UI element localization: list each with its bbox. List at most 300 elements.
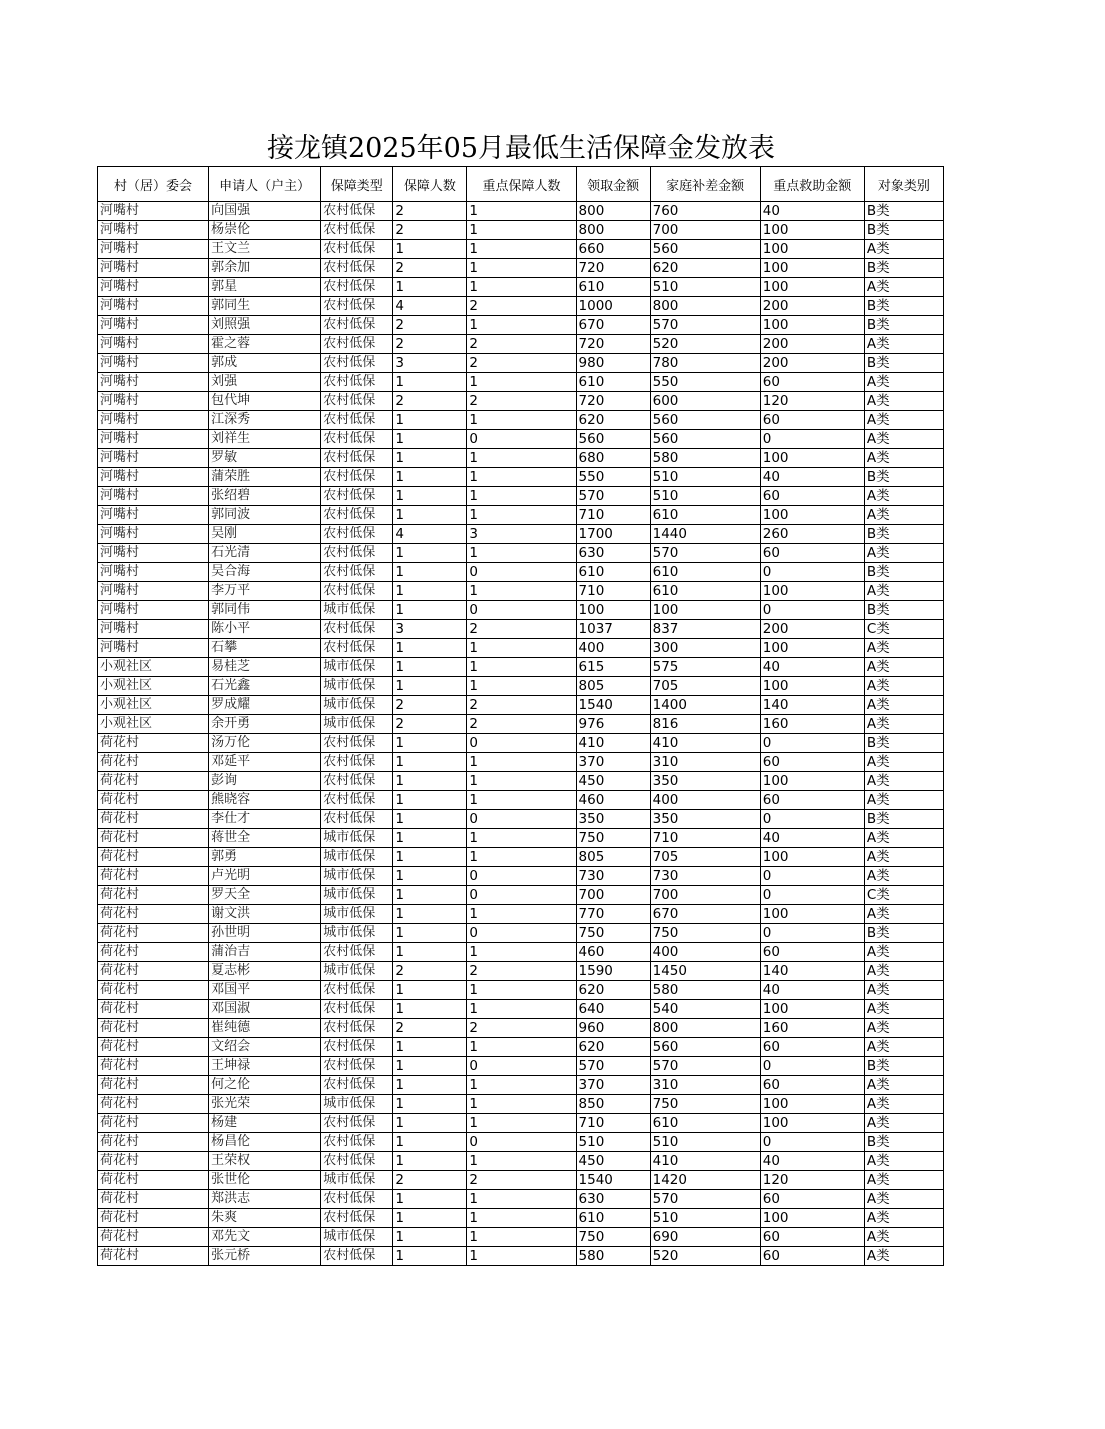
family-subsidy-cell: 510	[650, 1209, 760, 1228]
type-cell: 农村低保	[321, 202, 393, 221]
type-cell: 城市低保	[321, 601, 393, 620]
key-persons-cell: 1	[467, 1152, 576, 1171]
key-persons-cell: 1	[467, 259, 576, 278]
family-subsidy-cell: 350	[650, 772, 760, 791]
category-cell: A类	[864, 1209, 943, 1228]
key-persons-cell: 1	[467, 278, 576, 297]
committee-cell: 河嘴村	[98, 544, 209, 563]
key-relief-cell: 60	[760, 1076, 864, 1095]
committee-cell: 河嘴村	[98, 563, 209, 582]
persons-cell: 2	[393, 1171, 467, 1190]
table-row	[98, 1019, 944, 1038]
committee-cell: 荷花村	[98, 1057, 209, 1076]
key-relief-cell: 100	[760, 221, 864, 240]
amount-cell: 720	[576, 259, 650, 278]
applicant-cell: 蒲治吉	[209, 943, 321, 962]
applicant-cell: 郭成	[209, 354, 321, 373]
table-row	[98, 525, 944, 544]
key-persons-cell: 0	[467, 810, 576, 829]
category-cell: A类	[864, 1247, 943, 1266]
committee-cell: 河嘴村	[98, 278, 209, 297]
category-cell: A类	[864, 373, 943, 392]
applicant-cell: 郭同波	[209, 506, 321, 525]
category-cell: A类	[864, 411, 943, 430]
family-subsidy-cell: 510	[650, 1133, 760, 1152]
type-cell: 农村低保	[321, 734, 393, 753]
key-persons-cell: 2	[467, 354, 576, 373]
table-row	[98, 1190, 944, 1209]
applicant-cell: 何之伦	[209, 1076, 321, 1095]
category-cell: B类	[864, 316, 943, 335]
family-subsidy-cell: 580	[650, 981, 760, 1000]
persons-cell: 2	[393, 962, 467, 981]
family-subsidy-cell: 510	[650, 487, 760, 506]
family-subsidy-cell: 560	[650, 240, 760, 259]
type-cell: 农村低保	[321, 373, 393, 392]
key-relief-cell: 0	[760, 430, 864, 449]
family-subsidy-cell: 410	[650, 734, 760, 753]
table-row	[98, 753, 944, 772]
type-cell: 农村低保	[321, 1209, 393, 1228]
committee-cell: 河嘴村	[98, 468, 209, 487]
key-relief-cell: 60	[760, 943, 864, 962]
family-subsidy-cell: 100	[650, 601, 760, 620]
type-cell: 农村低保	[321, 1152, 393, 1171]
key-relief-cell: 60	[760, 753, 864, 772]
type-cell: 城市低保	[321, 905, 393, 924]
type-cell: 农村低保	[321, 620, 393, 639]
category-cell: B类	[864, 1133, 943, 1152]
persons-cell: 1	[393, 658, 467, 677]
table-row	[98, 943, 944, 962]
key-persons-cell: 2	[467, 297, 576, 316]
committee-cell: 河嘴村	[98, 221, 209, 240]
applicant-cell: 谢文洪	[209, 905, 321, 924]
amount-cell: 710	[576, 506, 650, 525]
applicant-cell: 石光鑫	[209, 677, 321, 696]
family-subsidy-cell: 610	[650, 1114, 760, 1133]
key-relief-cell: 120	[760, 1171, 864, 1190]
amount-cell: 1000	[576, 297, 650, 316]
category-cell: A类	[864, 791, 943, 810]
key-relief-cell: 60	[760, 1038, 864, 1057]
persons-cell: 1	[393, 1228, 467, 1247]
committee-cell: 河嘴村	[98, 392, 209, 411]
committee-cell: 荷花村	[98, 753, 209, 772]
type-cell: 农村低保	[321, 506, 393, 525]
family-subsidy-cell: 610	[650, 582, 760, 601]
amount-cell: 610	[576, 373, 650, 392]
applicant-cell: 邓国平	[209, 981, 321, 1000]
persons-cell: 1	[393, 867, 467, 886]
type-cell: 农村低保	[321, 1190, 393, 1209]
category-cell: A类	[864, 1152, 943, 1171]
key-relief-cell: 100	[760, 905, 864, 924]
key-persons-cell: 2	[467, 1019, 576, 1038]
table-row	[98, 1152, 944, 1171]
key-relief-cell: 260	[760, 525, 864, 544]
committee-cell: 荷花村	[98, 1228, 209, 1247]
family-subsidy-cell: 1450	[650, 962, 760, 981]
family-subsidy-cell: 705	[650, 677, 760, 696]
family-subsidy-cell: 400	[650, 791, 760, 810]
applicant-cell: 卢光明	[209, 867, 321, 886]
key-persons-cell: 1	[467, 1000, 576, 1019]
persons-cell: 2	[393, 696, 467, 715]
type-cell: 城市低保	[321, 715, 393, 734]
key-persons-cell: 0	[467, 563, 576, 582]
applicant-cell: 邓国淑	[209, 1000, 321, 1019]
committee-cell: 荷花村	[98, 791, 209, 810]
type-cell: 农村低保	[321, 297, 393, 316]
key-persons-cell: 1	[467, 791, 576, 810]
category-cell: A类	[864, 582, 943, 601]
table-row	[98, 1209, 944, 1228]
category-cell: B类	[864, 525, 943, 544]
key-persons-cell: 0	[467, 1133, 576, 1152]
key-persons-cell: 1	[467, 772, 576, 791]
family-subsidy-cell: 760	[650, 202, 760, 221]
key-persons-cell: 0	[467, 924, 576, 943]
category-cell: B类	[864, 297, 943, 316]
table-row	[98, 1076, 944, 1095]
category-cell: A类	[864, 1038, 943, 1057]
key-persons-cell: 0	[467, 430, 576, 449]
key-persons-cell: 1	[467, 753, 576, 772]
table-row	[98, 620, 944, 639]
type-cell: 农村低保	[321, 981, 393, 1000]
family-subsidy-cell: 310	[650, 753, 760, 772]
amount-cell: 610	[576, 563, 650, 582]
family-subsidy-cell: 1440	[650, 525, 760, 544]
applicant-cell: 刘祥生	[209, 430, 321, 449]
category-cell: A类	[864, 753, 943, 772]
persons-cell: 1	[393, 1133, 467, 1152]
family-subsidy-cell: 550	[650, 373, 760, 392]
table-row	[98, 848, 944, 867]
category-cell: A类	[864, 278, 943, 297]
category-cell: A类	[864, 1190, 943, 1209]
applicant-cell: 包代坤	[209, 392, 321, 411]
persons-cell: 1	[393, 734, 467, 753]
table-row	[98, 1057, 944, 1076]
committee-cell: 河嘴村	[98, 240, 209, 259]
key-relief-cell: 60	[760, 373, 864, 392]
key-relief-cell: 100	[760, 1000, 864, 1019]
type-cell: 城市低保	[321, 658, 393, 677]
applicant-cell: 刘强	[209, 373, 321, 392]
persons-cell: 1	[393, 506, 467, 525]
key-persons-cell: 2	[467, 620, 576, 639]
type-cell: 农村低保	[321, 1133, 393, 1152]
type-cell: 农村低保	[321, 582, 393, 601]
committee-cell: 河嘴村	[98, 582, 209, 601]
type-cell: 农村低保	[321, 525, 393, 544]
table-row	[98, 259, 944, 278]
category-cell: A类	[864, 943, 943, 962]
key-relief-cell: 100	[760, 639, 864, 658]
family-subsidy-cell: 560	[650, 430, 760, 449]
table-body	[98, 202, 944, 1266]
table-row	[98, 791, 944, 810]
amount-cell: 570	[576, 487, 650, 506]
key-relief-cell: 100	[760, 772, 864, 791]
col-header-amount: 领取金额	[576, 167, 650, 202]
family-subsidy-cell: 300	[650, 639, 760, 658]
type-cell: 农村低保	[321, 753, 393, 772]
persons-cell: 1	[393, 677, 467, 696]
persons-cell: 1	[393, 1057, 467, 1076]
amount-cell: 560	[576, 430, 650, 449]
type-cell: 农村低保	[321, 1076, 393, 1095]
applicant-cell: 罗成耀	[209, 696, 321, 715]
family-subsidy-cell: 710	[650, 829, 760, 848]
category-cell: A类	[864, 677, 943, 696]
key-relief-cell: 40	[760, 658, 864, 677]
col-header-applicant: 申请人（户主）	[209, 167, 321, 202]
amount-cell: 750	[576, 829, 650, 848]
committee-cell: 河嘴村	[98, 525, 209, 544]
amount-cell: 450	[576, 1152, 650, 1171]
category-cell: B类	[864, 601, 943, 620]
amount-cell: 750	[576, 924, 650, 943]
committee-cell: 河嘴村	[98, 639, 209, 658]
applicant-cell: 杨昌伦	[209, 1133, 321, 1152]
category-cell: C类	[864, 620, 943, 639]
committee-cell: 河嘴村	[98, 506, 209, 525]
amount-cell: 730	[576, 867, 650, 886]
type-cell: 农村低保	[321, 278, 393, 297]
table-row	[98, 905, 944, 924]
table-row	[98, 639, 944, 658]
key-relief-cell: 60	[760, 487, 864, 506]
type-cell: 城市低保	[321, 962, 393, 981]
table-row	[98, 829, 944, 848]
table-row	[98, 544, 944, 563]
family-subsidy-cell: 690	[650, 1228, 760, 1247]
committee-cell: 河嘴村	[98, 430, 209, 449]
key-relief-cell: 40	[760, 829, 864, 848]
committee-cell: 河嘴村	[98, 411, 209, 430]
family-subsidy-cell: 750	[650, 1095, 760, 1114]
table-row	[98, 1247, 944, 1266]
family-subsidy-cell: 800	[650, 1019, 760, 1038]
applicant-cell: 张世伦	[209, 1171, 321, 1190]
applicant-cell: 江深秀	[209, 411, 321, 430]
applicant-cell: 向国强	[209, 202, 321, 221]
amount-cell: 620	[576, 981, 650, 1000]
amount-cell: 1037	[576, 620, 650, 639]
key-relief-cell: 100	[760, 259, 864, 278]
family-subsidy-cell: 570	[650, 316, 760, 335]
key-persons-cell: 1	[467, 639, 576, 658]
family-subsidy-cell: 410	[650, 1152, 760, 1171]
family-subsidy-cell: 520	[650, 1247, 760, 1266]
table-row	[98, 658, 944, 677]
table-row	[98, 468, 944, 487]
key-relief-cell: 100	[760, 316, 864, 335]
family-subsidy-cell: 610	[650, 563, 760, 582]
persons-cell: 1	[393, 1038, 467, 1057]
key-relief-cell: 200	[760, 620, 864, 639]
key-relief-cell: 0	[760, 886, 864, 905]
category-cell: A类	[864, 772, 943, 791]
table-row	[98, 677, 944, 696]
persons-cell: 2	[393, 1019, 467, 1038]
amount-cell: 610	[576, 278, 650, 297]
key-persons-cell: 1	[467, 449, 576, 468]
amount-cell: 680	[576, 449, 650, 468]
key-relief-cell: 100	[760, 677, 864, 696]
family-subsidy-cell: 1420	[650, 1171, 760, 1190]
page-title: 接龙镇2025年05月最低生活保障金发放表	[266, 133, 776, 164]
amount-cell: 550	[576, 468, 650, 487]
amount-cell: 720	[576, 335, 650, 354]
key-relief-cell: 0	[760, 601, 864, 620]
persons-cell: 1	[393, 1114, 467, 1133]
family-subsidy-cell: 1400	[650, 696, 760, 715]
applicant-cell: 霍之蓉	[209, 335, 321, 354]
family-subsidy-cell: 700	[650, 886, 760, 905]
applicant-cell: 王坤禄	[209, 1057, 321, 1076]
applicant-cell: 罗天全	[209, 886, 321, 905]
type-cell: 农村低保	[321, 791, 393, 810]
type-cell: 农村低保	[321, 354, 393, 373]
applicant-cell: 朱爽	[209, 1209, 321, 1228]
category-cell: A类	[864, 1114, 943, 1133]
key-persons-cell: 1	[467, 848, 576, 867]
key-persons-cell: 1	[467, 221, 576, 240]
key-relief-cell: 60	[760, 544, 864, 563]
category-cell: A类	[864, 506, 943, 525]
amount-cell: 800	[576, 221, 650, 240]
key-relief-cell: 100	[760, 240, 864, 259]
key-persons-cell: 1	[467, 316, 576, 335]
family-subsidy-cell: 510	[650, 278, 760, 297]
applicant-cell: 石攀	[209, 639, 321, 658]
persons-cell: 1	[393, 753, 467, 772]
category-cell: B类	[864, 202, 943, 221]
table-row	[98, 411, 944, 430]
key-relief-cell: 60	[760, 1247, 864, 1266]
category-cell: B类	[864, 810, 943, 829]
table-row	[98, 487, 944, 506]
type-cell: 农村低保	[321, 430, 393, 449]
category-cell: C类	[864, 886, 943, 905]
persons-cell: 1	[393, 430, 467, 449]
family-subsidy-cell: 400	[650, 943, 760, 962]
key-relief-cell: 60	[760, 411, 864, 430]
applicant-cell: 张元桥	[209, 1247, 321, 1266]
applicant-cell: 吴刚	[209, 525, 321, 544]
type-cell: 农村低保	[321, 316, 393, 335]
committee-cell: 河嘴村	[98, 297, 209, 316]
applicant-cell: 彭询	[209, 772, 321, 791]
key-persons-cell: 1	[467, 506, 576, 525]
amount-cell: 460	[576, 791, 650, 810]
type-cell: 农村低保	[321, 449, 393, 468]
category-cell: B类	[864, 221, 943, 240]
persons-cell: 1	[393, 1095, 467, 1114]
amount-cell: 460	[576, 943, 650, 962]
key-relief-cell: 60	[760, 1228, 864, 1247]
amount-cell: 370	[576, 753, 650, 772]
committee-cell: 河嘴村	[98, 354, 209, 373]
persons-cell: 4	[393, 525, 467, 544]
key-relief-cell: 100	[760, 1209, 864, 1228]
type-cell: 农村低保	[321, 1019, 393, 1038]
family-subsidy-cell: 800	[650, 297, 760, 316]
family-subsidy-cell: 600	[650, 392, 760, 411]
amount-cell: 580	[576, 1247, 650, 1266]
key-persons-cell: 2	[467, 696, 576, 715]
key-relief-cell: 100	[760, 278, 864, 297]
key-persons-cell: 1	[467, 240, 576, 259]
persons-cell: 3	[393, 354, 467, 373]
category-cell: A类	[864, 981, 943, 1000]
table-row	[98, 297, 944, 316]
applicant-cell: 蒲荣胜	[209, 468, 321, 487]
category-cell: B类	[864, 734, 943, 753]
category-cell: A类	[864, 1076, 943, 1095]
key-persons-cell: 2	[467, 715, 576, 734]
committee-cell: 荷花村	[98, 1247, 209, 1266]
type-cell: 农村低保	[321, 468, 393, 487]
category-cell: A类	[864, 848, 943, 867]
table-row	[98, 392, 944, 411]
type-cell: 城市低保	[321, 848, 393, 867]
committee-cell: 河嘴村	[98, 601, 209, 620]
persons-cell: 1	[393, 582, 467, 601]
type-cell: 农村低保	[321, 259, 393, 278]
key-persons-cell: 1	[467, 829, 576, 848]
committee-cell: 荷花村	[98, 1076, 209, 1095]
table-row	[98, 772, 944, 791]
type-cell: 农村低保	[321, 1057, 393, 1076]
table-row	[98, 1114, 944, 1133]
family-subsidy-cell: 620	[650, 259, 760, 278]
applicant-cell: 吴合海	[209, 563, 321, 582]
committee-cell: 荷花村	[98, 734, 209, 753]
committee-cell: 荷花村	[98, 1095, 209, 1114]
table-row	[98, 810, 944, 829]
key-relief-cell: 60	[760, 1190, 864, 1209]
committee-cell: 河嘴村	[98, 373, 209, 392]
family-subsidy-cell: 540	[650, 1000, 760, 1019]
key-persons-cell: 1	[467, 1076, 576, 1095]
header-row	[98, 167, 944, 202]
applicant-cell: 刘照强	[209, 316, 321, 335]
committee-cell: 河嘴村	[98, 487, 209, 506]
category-cell: A类	[864, 1095, 943, 1114]
table-row	[98, 1095, 944, 1114]
key-relief-cell: 200	[760, 335, 864, 354]
family-subsidy-cell: 750	[650, 924, 760, 943]
category-cell: A类	[864, 962, 943, 981]
table-row	[98, 316, 944, 335]
amount-cell: 700	[576, 886, 650, 905]
persons-cell: 2	[393, 221, 467, 240]
table-row	[98, 734, 944, 753]
persons-cell: 1	[393, 829, 467, 848]
persons-cell: 1	[393, 1152, 467, 1171]
amount-cell: 850	[576, 1095, 650, 1114]
applicant-cell: 王荣权	[209, 1152, 321, 1171]
key-relief-cell: 0	[760, 1057, 864, 1076]
committee-cell: 荷花村	[98, 810, 209, 829]
type-cell: 农村低保	[321, 1000, 393, 1019]
persons-cell: 1	[393, 639, 467, 658]
